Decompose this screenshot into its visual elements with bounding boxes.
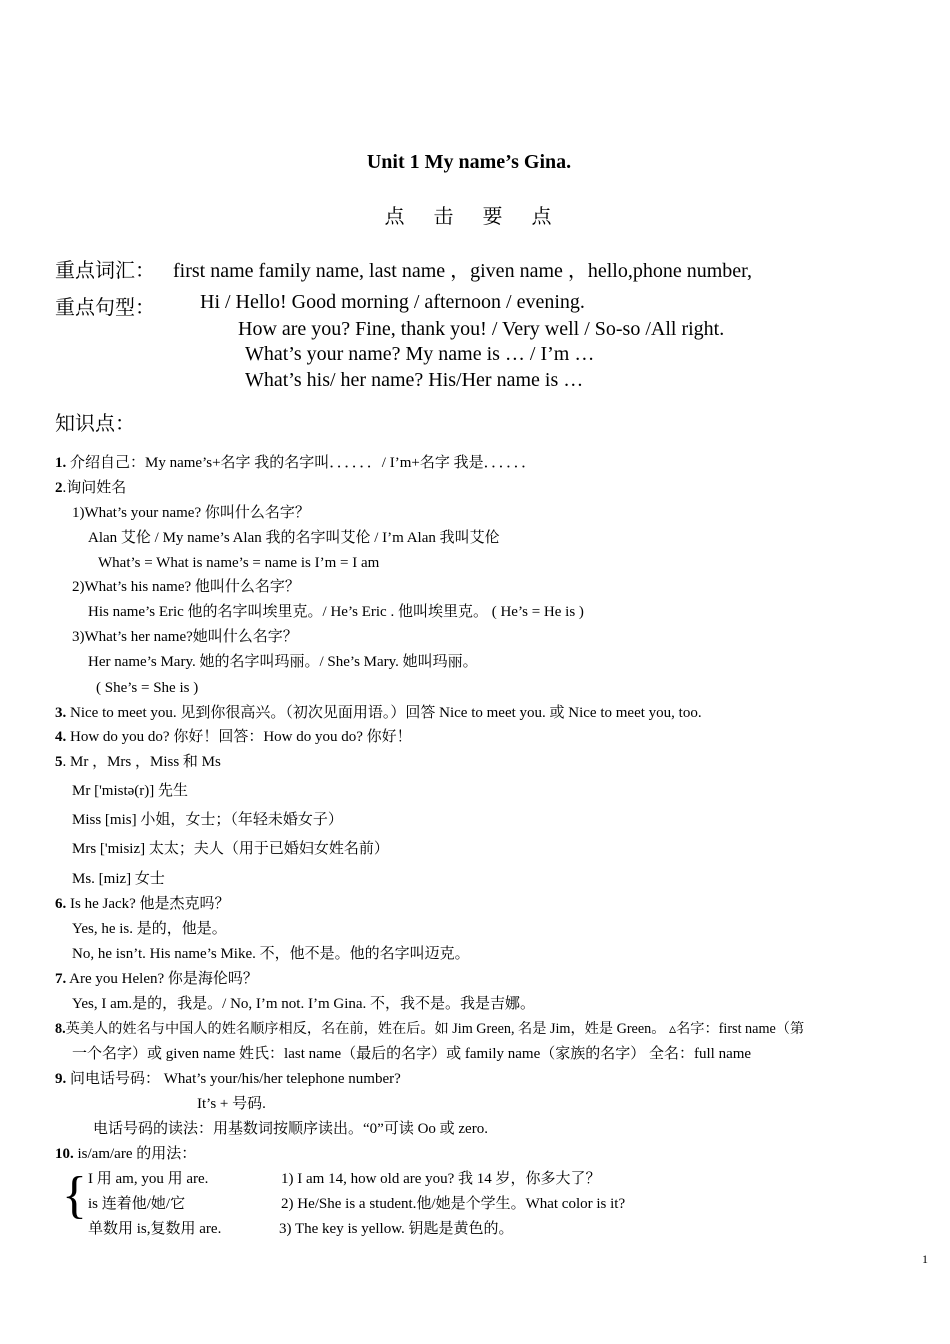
usage-example: 2) He/She is a student.他/她是个学生。What color is it? bbox=[281, 1196, 626, 1212]
item-number: 9. bbox=[55, 1071, 67, 1087]
list-item: Mr ['mistə(r)] 先生 bbox=[72, 783, 189, 799]
usage-example: 3) The key is yellow. 钥匙是黄色的。 bbox=[279, 1221, 514, 1237]
list-item bbox=[55, 895, 230, 913]
page-title: Unit 1 My name’s Gina. bbox=[366, 151, 572, 173]
list-item bbox=[55, 454, 536, 472]
sentence-line: How are you? Fine, thank you! / Very well / So-so /All right. bbox=[238, 318, 725, 340]
list-item: 2)What’s his name? 他叫什么名字？ bbox=[72, 579, 300, 595]
item-text: Is he Jack? 他是杰克吗？ bbox=[66, 896, 230, 912]
item-number: 4. bbox=[55, 729, 67, 745]
list-item: 1)What’s your name? 你叫什么名字？ bbox=[72, 505, 310, 521]
item-text: 英美人的姓名与中国人的姓名顺序相反，名在前，姓在后。如 Jim Green, 名是 Jim，姓是 Green。 ▵名字：first name（第 bbox=[65, 1021, 805, 1037]
sentence-line: What’s your name? My name is … / I’m … bbox=[245, 343, 595, 365]
list-item bbox=[55, 753, 221, 771]
section-subtitle: 点 击 要 点 bbox=[384, 206, 554, 228]
list-item: 电话号码的读法：用基数词按顺序读出。“0”可读 Oo 或 zero. bbox=[93, 1121, 488, 1137]
list-item: ( She’s = She is ) bbox=[96, 680, 199, 696]
item-number: 7. bbox=[55, 971, 67, 987]
item-text: Are you Helen? 你是海伦吗？ bbox=[66, 971, 258, 987]
list-item bbox=[55, 970, 258, 988]
sentences-label: 重点句型： bbox=[55, 297, 155, 319]
list-item: Ms. [miz] 女士 bbox=[72, 871, 165, 887]
list-item: 3)What’s her name?她叫什么名字？ bbox=[72, 629, 298, 645]
list-item: 一个名字）或 given name 姓氏：last name（最后的名字）或 family name（家族的名字） 全名：full name bbox=[72, 1046, 752, 1062]
list-item bbox=[55, 1070, 401, 1088]
list-item: Her name’s Mary. 她的名字叫玛丽。/ She’s Mary. 她叫玛丽。 bbox=[88, 654, 478, 670]
list-item: Miss [mis] 小姐，女士；（年轻未婚女子） bbox=[72, 812, 343, 828]
list-item bbox=[55, 1145, 196, 1163]
list-item bbox=[55, 728, 412, 746]
sentence-line: Hi / Hello! Good morning / afternoon / evening. bbox=[200, 291, 585, 313]
vocab-text: first name family name, last name ，given name ，hello,phone number, bbox=[173, 260, 753, 282]
vocab-label: 重点词汇： bbox=[55, 260, 155, 282]
item-number: 10. bbox=[55, 1146, 74, 1162]
list-item bbox=[55, 1020, 804, 1038]
knowledge-label: 知识点： bbox=[55, 413, 135, 435]
list-item bbox=[55, 479, 126, 497]
list-item: Yes, I am.是的，我是。/ No, I’m not. I’m Gina. 不，我不是。我是吉娜。 bbox=[72, 996, 536, 1012]
list-item: Yes, he is. 是的，他是。 bbox=[72, 921, 227, 937]
item-text: How do you do? 你好！回答：How do you do? 你好！ bbox=[66, 729, 412, 745]
list-item: Alan 艾伦 / My name’s Alan 我的名字叫艾伦 / I’m Alan 我叫艾伦 bbox=[88, 530, 500, 546]
usage-rule: I 用 am, you 用 are. bbox=[88, 1171, 209, 1187]
list-item bbox=[55, 704, 702, 722]
brace-symbol: { bbox=[62, 1167, 87, 1224]
item-number: 6. bbox=[55, 896, 67, 912]
item-text: . Mr ，Mrs ，Miss 和 Ms bbox=[62, 754, 221, 770]
item-text: is/am/are 的用法： bbox=[73, 1146, 197, 1162]
list-item: His name’s Eric 他的名字叫埃里克。/ He’s Eric . 他叫埃里克。 ( He’s = He is ) bbox=[88, 604, 584, 620]
item-number: 5 bbox=[55, 754, 63, 770]
item-number: 1. bbox=[55, 455, 67, 471]
item-number: 8. bbox=[55, 1021, 66, 1037]
list-item: It’s + 号码. bbox=[197, 1096, 266, 1112]
sentence-line: What’s his/ her name? His/Her name is … bbox=[245, 369, 584, 391]
usage-rule: 单数用 is,复数用 are. bbox=[88, 1221, 222, 1237]
list-item: What’s = What is name’s = name is I’m = I am bbox=[98, 555, 380, 571]
item-number: 2 bbox=[55, 480, 63, 496]
item-text: 介绍自己：My name’s+名字 我的名字叫．．．．．．/ I’m+名字 我是．．．．．． bbox=[66, 455, 537, 471]
item-text: 问电话号码： What’s your/his/her telephone number? bbox=[66, 1071, 401, 1087]
item-text: Nice to meet you. 见到你很高兴。（初次见面用语。）回答 Nice to meet you. 或 Nice to meet you, too. bbox=[66, 705, 702, 721]
list-item: Mrs ['misiz] 太太；夫人（用于已婚妇女姓名前） bbox=[72, 841, 389, 857]
list-item: No, he isn’t. His name’s Mike. 不，他不是。他的名字叫迈克。 bbox=[72, 946, 470, 962]
page-number: 1 bbox=[922, 1252, 928, 1266]
item-number: 3. bbox=[55, 705, 67, 721]
usage-example: 1) I am 14, how old are you? 我 14 岁，你多大了？ bbox=[281, 1171, 601, 1187]
usage-rule: is 连着他/她/它 bbox=[88, 1196, 186, 1212]
item-text: .询问姓名 bbox=[62, 480, 127, 496]
